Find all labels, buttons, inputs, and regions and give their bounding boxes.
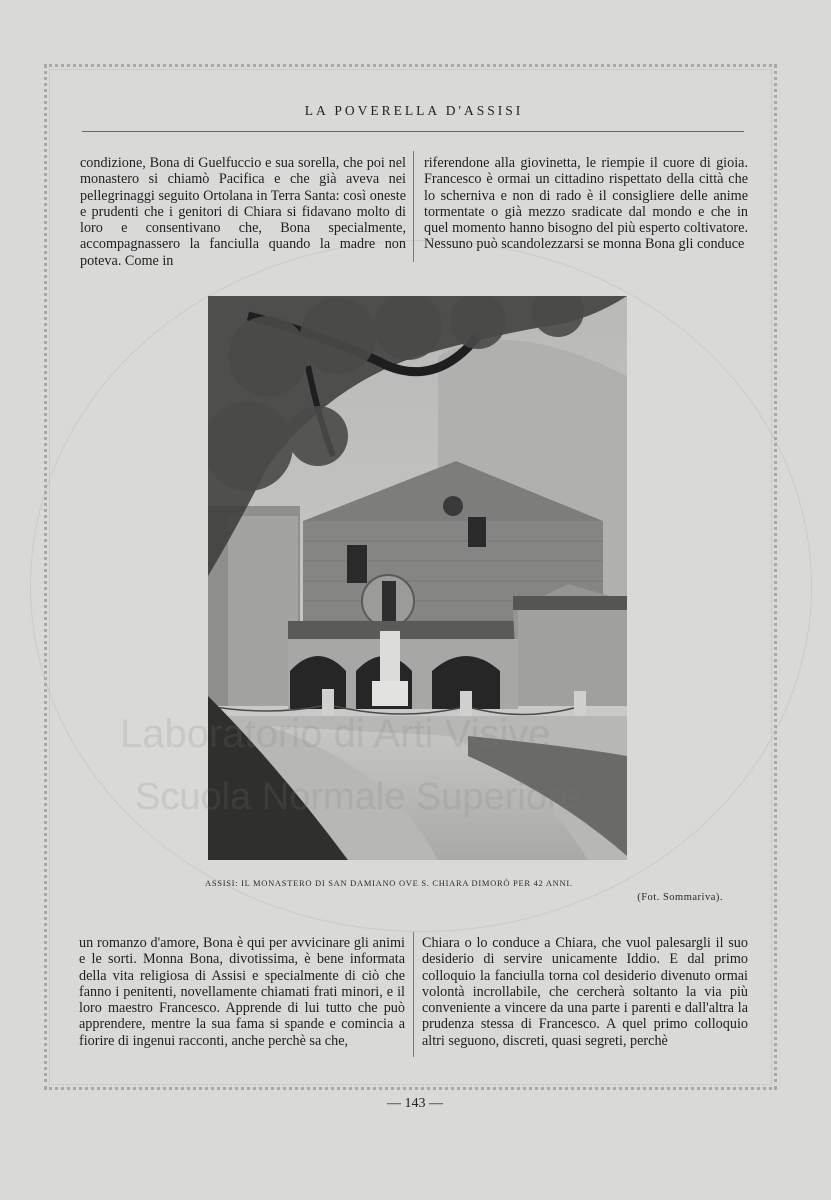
bottom-right-column xyxy=(422,935,748,1049)
photo-caption: ASSISI: IL MONASTERO DI SAN DAMIANO OVE S. CHIARA DIMORÒ PER 42 ANNI. xyxy=(205,878,573,888)
column-divider xyxy=(413,151,414,262)
running-head: LA POVERELLA D'ASSISI xyxy=(304,103,524,118)
photo-credit: (Fot. Sommariva). xyxy=(637,892,723,903)
column-divider xyxy=(413,932,414,1057)
page-number: — 143 — xyxy=(387,1096,443,1111)
paragraph: Chiara o lo conduce a Chiara, che vuol palesargli il suo desiderio di servire unicamente Iddio. E dal primo colloquio la fanciulla torna col desiderio divenuto ormai volontà incrollabile, che cercherà soltanto la via più conveniente a vincere da una parte i parenti e dall'altra la prudenza stessa di Francesco. A quel primo colloquio altri seguono, discreti, quasi segreti, perchè xyxy=(422,935,748,1049)
paragraph: riferendone alla giovinetta, le riempie il cuore di gioia. Francesco è ormai un cittadino rispettato della città che lo scherniva e non di rado è il consigliere delle anime tormentate o già mezzo sradicate dal mondo e che in quel momento hanno bisogno del più esperto coltivatore. Nessuno può scandolezzarsi se monna Bona gli conduce xyxy=(424,155,748,253)
paragraph: un romanzo d'amore, Bona è qui per avvicinare gli animi e le sorti. Monna Bona, divotissima, è bene informata della vita religiosa di Assisi e specialmente di ciò che fanno i penitenti, novellamente chiamati frati minori, e il loro maestro Francesco. Apprende di lui tutto che può apprendere, mentre la sua fama si spande e comincia a fiorire di ingenui racconti, anche perchè sa che, xyxy=(79,935,405,1049)
top-left-column xyxy=(80,155,406,269)
watermark-line-1: Laboratorio di Arti Visive xyxy=(120,712,551,756)
bottom-left-column xyxy=(79,935,405,1049)
watermark-line-2: Scuola Normale Superiore xyxy=(135,776,581,818)
top-right-column xyxy=(424,155,748,253)
head-rule xyxy=(82,131,744,132)
paragraph: condizione, Bona di Guelfuccio e sua sorella, che poi nel monastero si chiamò Pacifica e che già aveva nei pellegrinaggi seguito Ortolana in Terra Santa: così oneste e prudenti che i genitori di Chiara si fidavano molto di loro e consentivano che, Bona specialmente, accompagnassero la fanciulla quando la madre non poteva. Come in xyxy=(80,155,406,269)
